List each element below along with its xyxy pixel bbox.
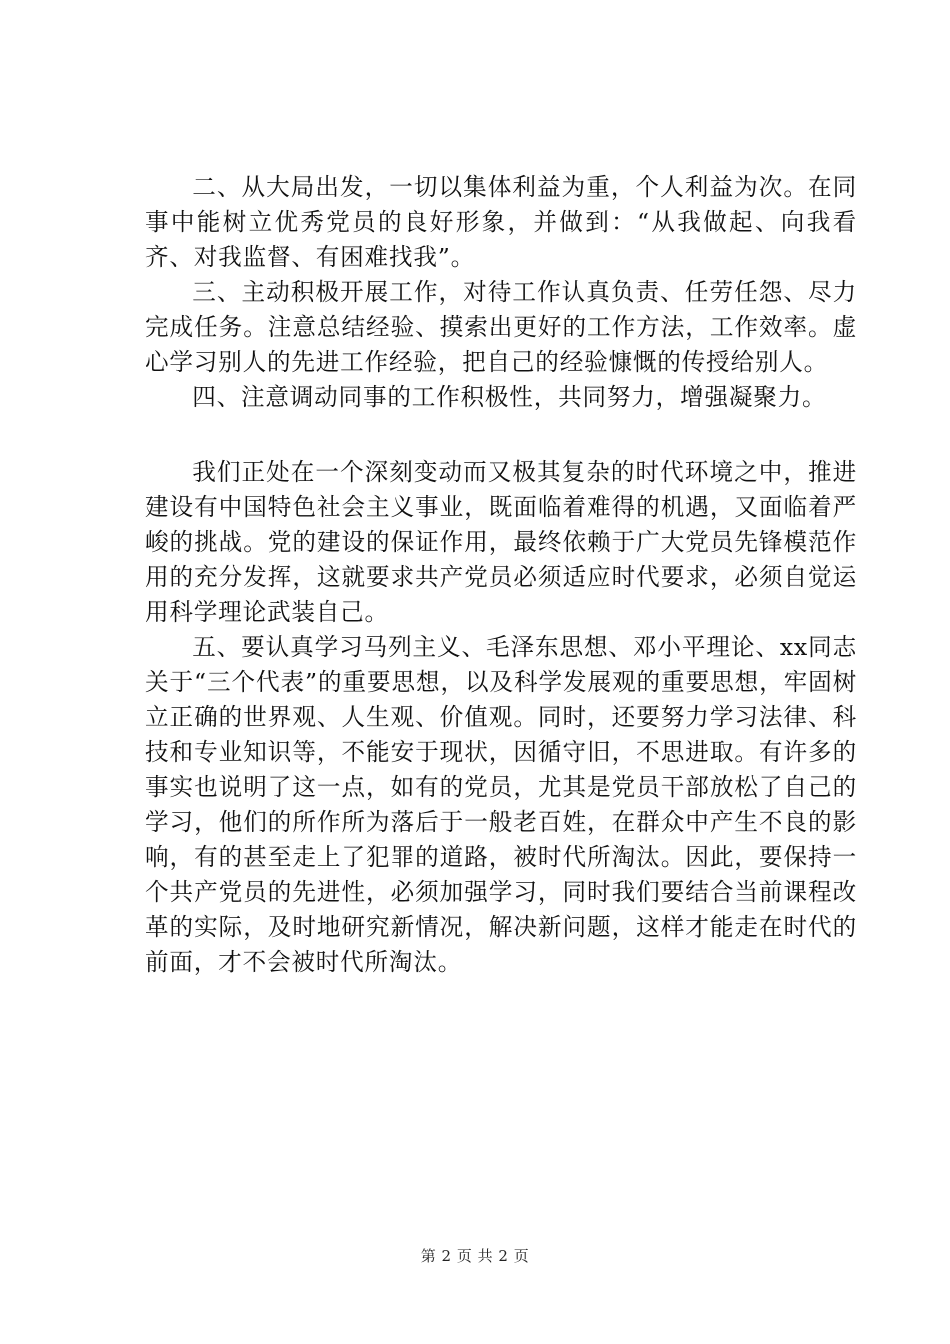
paragraph: 我们正处在一个深刻变动而又极其复杂的时代环境之中，推进建设有中国特色社会主义事业，既面临着难得的机遇，又面临着严峻的挑战。党的建设的保证作用，最终依赖于广大党员先锋模范作用的充分发挥，这就要求共产党员必须适应时代要求，必须自觉运用科学理论武装自己。 <box>145 458 857 626</box>
paragraph: 五、要认真学习马列主义、毛泽东思想、邓小平理论、xx同志关于“三个代表”的重要思想，以及科学发展观的重要思想，牢固树立正确的世界观、人生观、价值观。同时，还要努力学习法律、科技和专业知识等，不能安于现状，因循守旧，不思进取。有许多的事实也说明了这一点，如有的党员，尤其是党员干部放松了自己的学习，他们的所作所为落后于一般老百姓，在群众中产生不良的影响，有的甚至走上了犯罪的道路，被时代所淘汰。因此，要保持一个共产党员的先进性，必须加强学习，同时我们要结合当前课程改革的实际，及时地研究新情况，解决新问题，这样才能走在时代的前面，才不会被时代所淘汰。 <box>145 633 857 976</box>
section-study <box>145 455 857 980</box>
page-number-footer: 第 2 页 共 2 页 <box>420 1247 530 1265</box>
paragraph: 二、从大局出发，一切以集体利益为重，个人利益为次。在同事中能树立优秀党员的良好形象，并做到：“从我做起、向我看齐、对我监督、有困难找我”。 <box>145 173 857 271</box>
document-body <box>145 170 857 980</box>
paragraph: 四、注意调动同事的工作积极性，共同努力，增强凝聚力。 <box>192 383 827 411</box>
section-work-duties <box>145 170 857 415</box>
paragraph: 三、主动积极开展工作，对待工作认真负责、任劳任怨、尽力完成任务。注意总结经验、摸索出更好的工作方法，工作效率。虚心学习别人的先进工作经验，把自己的经验慷慨的传授给别人。 <box>145 278 857 376</box>
